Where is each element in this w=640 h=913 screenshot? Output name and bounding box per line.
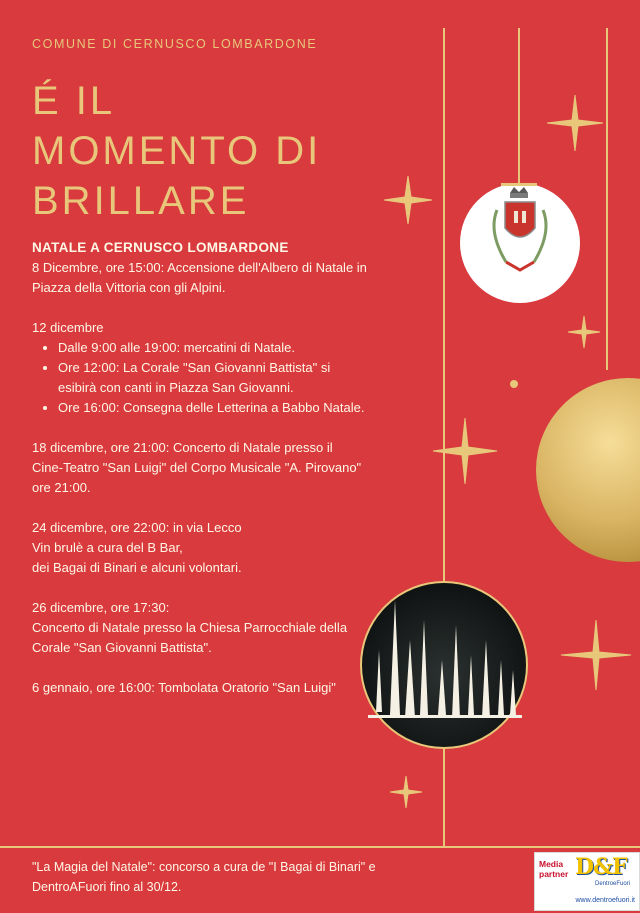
media-partner-url: www.dentroefuori.it <box>575 897 635 904</box>
list-item: • Ore 12:00: La Corale "San Giovanni Battista" si esibirà con canti in Piazza San Giovanni. <box>58 358 367 398</box>
event-description: Concerto di Natale presso la Chiesa Parrocchiale della Corale "San Giovanni Battista". <box>32 620 348 655</box>
event-18-dicembre <box>32 438 367 498</box>
event-26-dicembre <box>32 598 367 658</box>
event-description: Concerto di Natale presso il Cine-Teatro "San Luigi" del Corpo Musicale "A. Pirovano" ore 21:00. <box>32 440 362 495</box>
event-date: 26 dicembre, ore 17:30: <box>32 600 170 615</box>
title-line-2: MOMENTO DI <box>32 129 322 173</box>
event-description: dei Bagai di Binari e alcuni volontari. <box>32 560 242 575</box>
list-item: • Ore 16:00: Consegna delle Letterina a Babbo Natale. <box>58 398 367 418</box>
event-12-dicembre-date: 12 dicembre <box>32 320 104 335</box>
event-date: 24 dicembre, ore 22:00: <box>32 520 170 535</box>
event-date: 8 Dicembre, ore 15:00: <box>32 260 165 275</box>
event-6-gennaio <box>32 678 367 698</box>
crest-bauble-icon <box>460 183 580 303</box>
event-24-dicembre <box>32 518 367 578</box>
footer-divider <box>0 846 640 848</box>
event-program <box>32 238 367 698</box>
media-partner-label-line-1: Media <box>539 859 564 869</box>
page-title <box>32 76 321 226</box>
event-description: Vin brulè a cura del B Bar, <box>32 540 183 555</box>
title-line-1: É IL <box>32 79 116 123</box>
event-description: in via Lecco <box>172 520 242 535</box>
media-partner-logo[interactable] <box>534 852 640 911</box>
event-8-dicembre <box>32 258 367 298</box>
list-item: • Dalle 9:00 alle 19:00: mercatini di Natale. <box>58 338 367 358</box>
title-line-3: BRILLARE <box>32 179 250 223</box>
event-description: Tombolata Oratorio "San Luigi" <box>158 680 336 695</box>
media-partner-label <box>539 859 568 879</box>
night-photo-bauble-icon <box>361 582 527 748</box>
event-description: Accensione dell'Albero di Natale in Piazza della Vittoria con gli Alpini. <box>32 260 367 295</box>
gold-bauble <box>536 378 640 562</box>
organization-name: COMUNE DI CERNUSCO LOMBARDONE <box>32 37 318 51</box>
event-12-dicembre-list <box>32 338 367 418</box>
event-date: 18 dicembre, ore 21:00: <box>32 440 170 455</box>
event-date: 6 gennaio, ore 16:00: <box>32 680 155 695</box>
event-program-subtitle: NATALE A CERNUSCO LOMBARDONE <box>32 240 289 255</box>
media-partner-tagline: DentroeFuori <box>595 881 631 887</box>
media-partner-brand: D&F <box>575 854 627 880</box>
footer-note: "La Magia del Natale": concorso a cura de "I Bagai di Binari" e DentroAFuori fino al 30/12. <box>32 860 376 894</box>
media-partner-label-line-2: partner <box>539 869 569 879</box>
